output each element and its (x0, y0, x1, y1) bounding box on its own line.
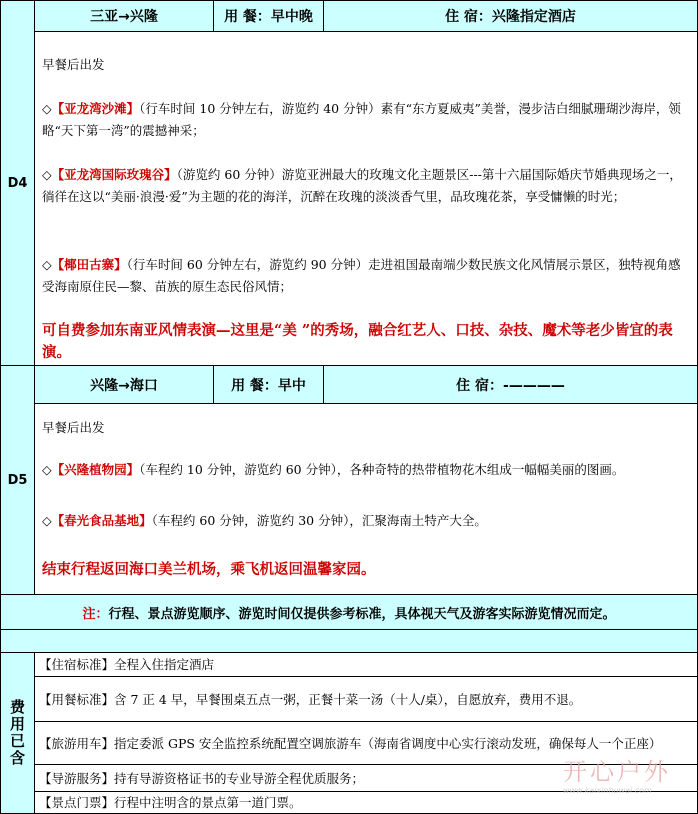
d4-optional-show: 可自费参加东南亚风情表演—这里是“美 ”的秀场，融合红艺人、口技、杂技、魔术等老少皆宜的表演。 (42, 322, 673, 361)
d4-meals: 用 餐：早中晚 (213, 0, 324, 32)
d4-spot-3: ◇【椰田古寨】（行车时间 60 分钟左右，游览约 90 分钟）走进祖国最南端少数民族文化风情展示景区，独特视角感受海南原住民—黎、苗族的原生态民俗风情； (42, 257, 681, 294)
d4-hotel: 住 宿：兴隆指定酒店 (323, 0, 698, 32)
day-label-d4: D4 (0, 0, 35, 366)
d5-hotel: 住 宿：-———— (323, 365, 698, 404)
day-label-d5: D5 (0, 365, 35, 595)
d4-intro: 早餐后出发 (42, 57, 105, 72)
included-item-guide: 【导游服务】持有导游资格证书的专业导游全程优质服务； (34, 764, 698, 792)
included-item-hotel: 【住宿标准】全程入住指定酒店 (34, 652, 698, 677)
d5-itinerary (34, 403, 698, 595)
d4-itinerary (34, 31, 698, 366)
included-label: 费用已含 (0, 652, 35, 814)
d4-spot-1: ◇【亚龙湾沙滩】（行车时间 10 分钟左右，游览约 40 分钟）素有“东方夏威夷”美誉，漫步洁白细腻珊瑚沙海岸，领略“天下第一湾”的震撼神采； (42, 101, 681, 138)
watermark-logo: 开心户外 www.kaixinhuwai.com (563, 758, 671, 795)
note-row (0, 594, 698, 630)
included-item-transport: 【旅游用车】指定委派 GPS 安全监控系统配置空调旅游车（海南省调度中心实行滚动发班，确保每人一个正座） (34, 721, 698, 765)
d5-route: 兴隆→海口 (34, 365, 214, 404)
d5-meals: 用 餐：早中 (213, 365, 324, 404)
note-text: 行程、景点游览顺序、游览时间仅提供参考标准，具体视天气及游客实际游览情况而定。 (108, 606, 616, 622)
d5-ending: 结束行程返回海口美兰机场，乘飞机返回温馨家园。 (42, 561, 376, 578)
d5-spot-1: ◇【兴隆植物园】（车程约 10 分钟，游览约 60 分钟），各种奇特的热带植物花木组成一幅幅美丽的图画。 (42, 462, 625, 477)
d4-spot-2: ◇【亚龙湾国际玫瑰谷】（游览约 60 分钟）游览亚洲最大的玫瑰文化主题景区---第十六届国际婚庆节婚典现场之一，徜徉在这以“美丽·浪漫·爱”为主题的花的海洋，沉醉在玫瑰的淡淡香气里，品玫瑰花茶，享受慵懒的时光； (42, 167, 682, 204)
d5-spot-2: ◇【春光食品基地】（车程约 60 分钟，游览约 30 分钟），汇聚海南土特产大全。 (42, 513, 487, 528)
included-item-tickets: 【景点门票】行程中注明含的景点第一道门票。 (34, 791, 698, 814)
d4-route: 三亚→兴隆 (34, 0, 214, 32)
d5-intro: 早餐后出发 (42, 420, 105, 435)
included-item-meals: 【用餐标准】含 7 正 4 早，早餐围桌五点一粥，正餐十菜一汤（十人/桌），自愿放弃，费用不退。 (34, 676, 698, 722)
note-label: 注： (82, 606, 109, 622)
spacer-row (0, 629, 698, 653)
